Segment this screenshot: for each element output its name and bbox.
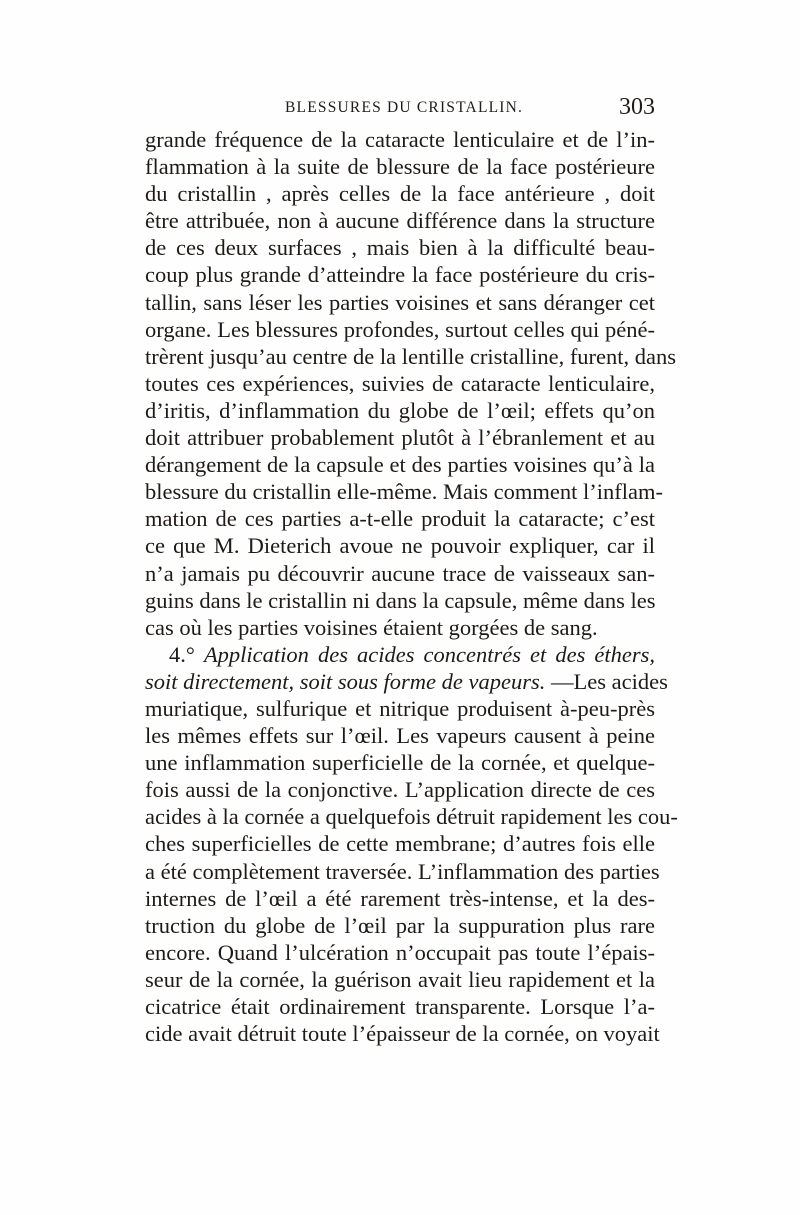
section-heading-line [145, 641, 655, 668]
section-title-continuation: soit directement, soit sous forme de vapeurs. [145, 668, 546, 694]
section-text-start: —Les acides [545, 668, 668, 694]
text-line: tallin, sans léser les parties voisines et sans déranger cet [145, 289, 655, 315]
section-title: Application des acides concentrés et des éthers, [203, 641, 656, 667]
text-line: dérangement de la capsule et des parties voisines qu’à la [145, 452, 655, 478]
text-line: grande fréquence de la cataracte lenticulaire et de l’in- [145, 127, 655, 152]
text-line: coup plus grande d’atteindre la face postérieure du cris- [145, 262, 655, 288]
text-line: trèrent jusqu’au centre de la lentille cristalline, furent, dans [145, 343, 677, 369]
text-line: doit attribuer probablement plutôt à l’ébranlement et au [145, 425, 655, 451]
text-line: n’a jamais pu découvrir aucune trace de vaisseaux san- [145, 560, 655, 586]
text-line: les mêmes effets sur l’œil. Les vapeurs causent à peine [145, 723, 655, 749]
text-line: de ces deux surfaces , mais bien à la difficulté beau- [145, 235, 655, 261]
text-line: blessure du cristallin elle-même. Mais comment l’inflam- [145, 479, 663, 505]
page-header [145, 96, 655, 124]
text-line: encore. Quand l’ulcération n’occupait pas toute l’épais- [145, 939, 655, 965]
text-line: flammation à la suite de blessure de la face postérieure [145, 154, 655, 180]
text-line: internes de l’œil a été rarement très-intense, et la des- [145, 885, 655, 911]
text-line: cide avait détruit toute l’épaisseur de la cornée, on voyait [145, 1021, 660, 1047]
text-line: guins dans le cristallin ni dans la capsule, même dans les [145, 587, 656, 613]
text-line: organe. Les blessures profondes, surtout celles qui péné- [145, 316, 655, 342]
text-line: ches superficielles de cette membrane; d’autres fois elle [145, 831, 655, 857]
text-line: toutes ces expériences, suivies de cataracte lenticulaire, [145, 370, 655, 396]
text-line: cicatrice était ordinairement transparente. Lorsque l’a- [145, 994, 655, 1019]
text-line: mation de ces parties a-t-elle produit la cataracte; c’est [145, 506, 655, 532]
text-line: d’iritis, d’inflammation du globe de l’œil; effets qu’on [145, 397, 655, 423]
text-line: ce que M. Dieterich avoue ne pouvoir expliquer, car il [145, 533, 655, 559]
text-line: être attribuée, non à aucune différence dans la structure [145, 208, 655, 234]
text-line: acides à la cornée a quelquefois détruit rapidement les cou- [145, 804, 678, 830]
text-line: muriatique, sulfurique et nitrique produisent à-peu-près [145, 695, 655, 721]
text-line: a été complètement traversée. L’inflammation des parties [145, 858, 660, 884]
body-text [145, 126, 678, 1047]
paragraph-end-line: cas où les parties voisines étaient gorgées de sang. [145, 614, 598, 640]
page-number: 303 [619, 94, 655, 120]
text-line: seur de la cornée, la guérison avait lieu rapidement et la [145, 966, 655, 992]
text-line: fois aussi de la conjonctive. L’application directe de ces [145, 777, 655, 803]
text-line: du cristallin , après celles de la face antérieure , doit [145, 181, 655, 207]
section-number: 4.° [169, 641, 195, 667]
section-heading-continuation-line [145, 668, 668, 695]
text-line: truction du globe de l’œil par la suppuration plus rare [145, 912, 655, 938]
running-head: BLESSURES DU CRISTALLIN. [285, 99, 524, 116]
text-line: une inflammation superficielle de la cornée, et quelque- [145, 750, 655, 776]
